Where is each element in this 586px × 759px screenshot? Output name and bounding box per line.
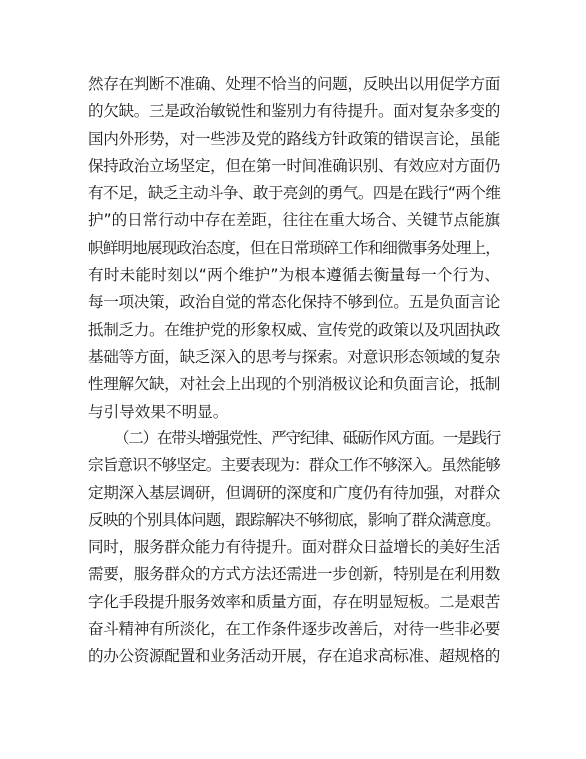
text-line: 奋斗精神有所淡化，在工作条件逐步改善后，对待一些非必要 — [88, 620, 500, 639]
text-line: 反映的个别具体问题，跟踪解决不够彻底，影响了群众满意度。 — [88, 510, 500, 529]
text-line: 定期深入基层调研，但调研的深度和广度仍有待加强，对群众 — [88, 483, 500, 502]
text-line: 然存在判断不准确、处理不恰当的问题，反映出以用促学方面 — [88, 75, 500, 93]
text-line: 基础等方面，缺乏深入的思考与探索。对意识形态领域的复杂 — [88, 347, 500, 366]
text-line: 每一项决策，政治自觉的常态化保持不够到位。五是负面言论 — [88, 293, 500, 312]
text-line: 国内外形势，对一些涉及党的路线方针政策的错误言论，虽能 — [88, 129, 500, 148]
text-line: 同时，服务群众能力有待提升。面对群众日益增长的美好生活 — [88, 538, 500, 557]
text-line: 字化手段提升服务效率和质量方面，存在明显短板。二是艰苦 — [88, 592, 500, 611]
text-line: 帜鲜明地展现政治态度，但在日常琐碎工作和细微事务处理上， — [88, 238, 500, 257]
text-line: 抵制乏力。在维护党的形象权威、宣传党的政策以及巩固执政 — [88, 320, 500, 339]
text-line: 护”的日常行动中存在差距，往往在重大场合、关键节点能旗 — [88, 211, 500, 230]
text-line: 有不足，缺乏主动斗争、敢于亮剑的勇气。四是在践行“两个维 — [88, 184, 501, 203]
text-line: 保持政治立场坚定，但在第一时间准确识别、有效应对方面仍 — [88, 156, 500, 175]
paragraph-party-discipline — [88, 425, 500, 671]
text-line: 宗旨意识不够坚定。主要表现为：群众工作不够深入。虽然能够 — [88, 456, 500, 475]
text-line: 的欠缺。三是政治敏锐性和鉴别力有待提升。面对复杂多变的 — [88, 102, 500, 121]
section-heading-line: （二）在带头增强党性、严守纪律、砥砺作风方面。一是践行 — [114, 429, 500, 447]
text-line: 需要，服务群众的方式方法还需进一步创新，特别是在利用数 — [88, 565, 500, 584]
text-line: 有时未能时刻以“两个维护”为根本遵循去衡量每一个行为、 — [88, 266, 500, 285]
text-line: 的办公资源配置和业务活动开展，存在追求高标准、超规格的 — [88, 647, 500, 666]
text-line: 性理解欠缺，对社会上出现的个别消极议论和负面言论，抵制 — [88, 375, 500, 394]
text-line: 与引导效果不明显。 — [88, 402, 229, 421]
paragraph-political-issues — [88, 71, 500, 426]
